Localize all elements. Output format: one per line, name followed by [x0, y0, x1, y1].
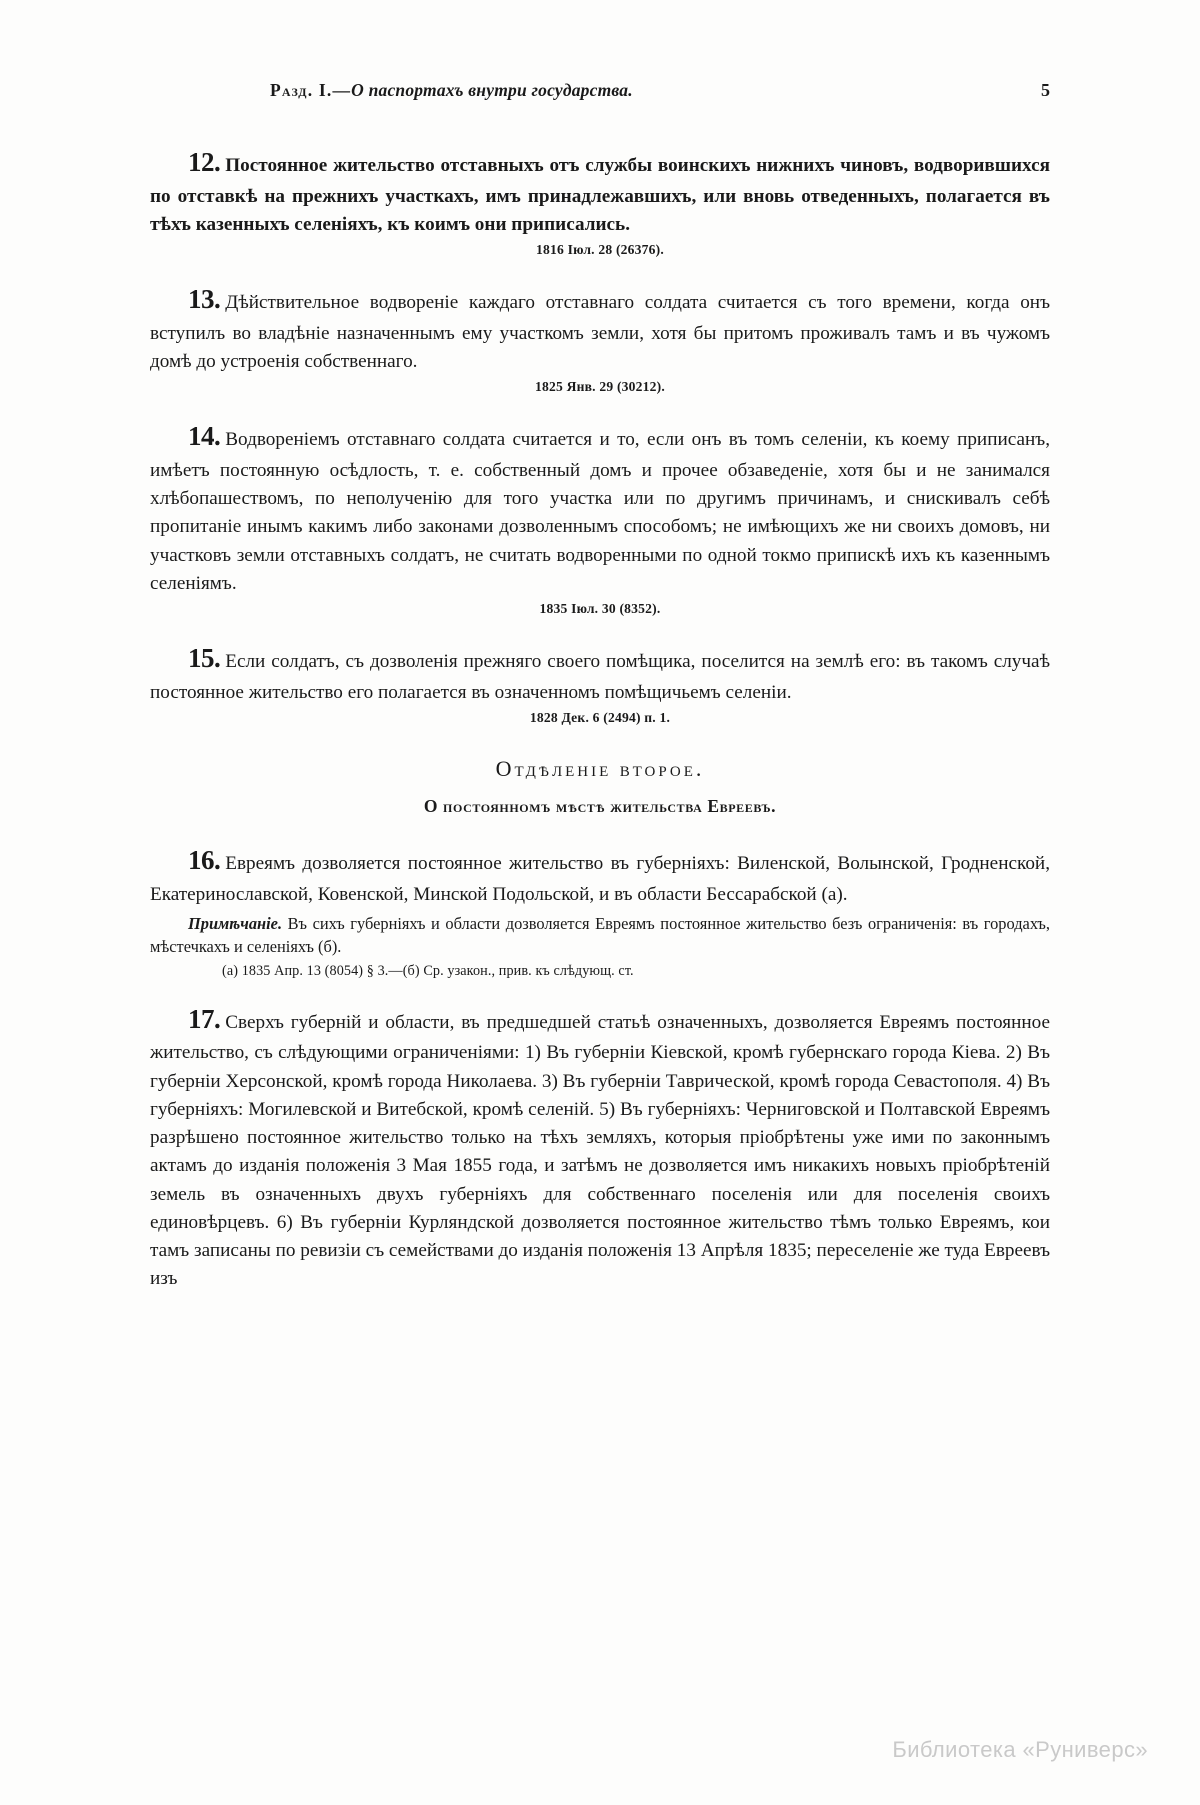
article-12-citation: 1816 Іюл. 28 (26376).	[536, 242, 664, 258]
article-16-footnote: (а) 1835 Апр. 13 (8054) § 3.—(б) Ср. узакон., прив. къ слѣдующ. ст.	[222, 962, 634, 979]
article-13	[150, 280, 1050, 395]
article-16-note-text: Въ сихъ губерніяхъ и области дозволяется Евреямъ постоянное жительство безъ ограниченія: въ городахъ, мѣстечкахъ и селеніяхъ (б).	[150, 913, 1050, 956]
article-14	[150, 417, 1050, 617]
article-13-number: 13.	[188, 284, 221, 315]
article-14-number: 14.	[188, 421, 221, 452]
article-13-body	[150, 280, 1050, 376]
page-header	[150, 80, 1050, 101]
running-head-section: Разд. I.—	[270, 80, 352, 100]
article-12-text: Постоянное жительство отставныхъ отъ службы воинскихъ нижнихъ чиновъ, водворившихся по отставкѣ на прежнихъ участкахъ, имъ принадлежавшихъ, или вновь отведенныхъ, полагается въ тѣхъ казенныхъ селеніяхъ, къ коимъ они приписались.	[150, 155, 1050, 235]
article-16-note-label: Примѣчаніе.	[188, 913, 283, 933]
article-16-number: 16.	[188, 844, 221, 875]
article-13-text: Дѣйствительное водвореніе каждаго отставнаго солдата считается съ того времени, когда онъ вступилъ во владѣніе назначеннымъ ему участкомъ земли, хотя бы притомъ проживалъ тамъ и въ чужомъ домѣ до устроенія собственнаго.	[150, 292, 1050, 373]
article-14-body	[150, 417, 1050, 598]
article-15-text: Если солдатъ, съ дозволенія прежняго своего помѣщика, поселится на землѣ его: въ такомъ случаѣ постоянное жительство его полагается въ означенномъ помѣщичьемъ селеніи.	[150, 651, 1050, 703]
article-17-number: 17.	[188, 1003, 221, 1034]
article-15	[150, 639, 1050, 726]
section-subheading: О постоянномъ мѣстѣ жительства Евреевъ.	[423, 795, 777, 816]
article-16-note	[150, 913, 1050, 959]
running-head-title: О паспортахъ внутри государства.	[351, 80, 633, 100]
article-12	[150, 143, 1050, 258]
page-number: 5	[1041, 80, 1050, 100]
article-13-citation: 1825 Янв. 29 (30212).	[534, 379, 665, 395]
article-17-text: Сверхъ губерній и области, въ предшедшей статьѣ означенныхъ, дозволяется Евреямъ постоянное жительство, съ слѣдующими ограниченіями: 1) Въ губерніи Кіевской, кромѣ губернскаго города Кіева. 2) Въ губерніи Херсонской, кромѣ города Николаева. 3) Въ губерніи Таврической, кромѣ города Севастополя. 4) Въ губерніяхъ: Могилевской и Витебской, кромѣ селеній. 5) Въ губерніяхъ: Черниговской и Полтавской Евреямъ разрѣшено постоянное жительство только на тѣхъ земляхъ, которыя пріобрѣтены уже ими по законнымъ актамъ до изданія положенія 3 Мая 1855 года, и затѣмъ не дозволяется имъ никакихъ новыхъ пріобрѣтеній земель въ означенныхъ двухъ губерніяхъ для собственнаго поселенія или для поселенія своихъ единовѣрцевъ. 6) Въ губерніи Курляндской дозволяется постоянное жительство тѣмъ только Евреямъ, кои тамъ записаны по ревизіи съ семействами до изданія положенія 13 Апрѣля 1835; переселеніе же туда Евреевъ изъ	[150, 1011, 1051, 1290]
article-15-body	[150, 639, 1050, 707]
article-17	[150, 1000, 1050, 1294]
page-content	[150, 80, 1050, 1299]
library-watermark: Библиотека «Руниверс»	[892, 1737, 1148, 1762]
article-17-body	[150, 1000, 1050, 1294]
article-15-citation: 1828 Дек. 6 (2494) п. 1.	[529, 709, 671, 725]
article-15-number: 15.	[188, 643, 221, 674]
article-16	[150, 841, 1050, 980]
article-14-text: Водвореніемъ отставнаго солдата считается и то, если онъ въ томъ селеніи, къ коему приписанъ, имѣетъ постоянную осѣдлость, т. е. собственный домъ и прочее обзаведеніе, хотя бы и не занимался хлѣбопашествомъ, по неполученію для того участка или по другимъ причинамъ, и снискивалъ себѣ пропитаніе инымъ какимъ либо законами дозволеннымъ способомъ; не имѣющихъ же ни своихъ домовъ, ни участковъ земли отставныхъ солдатъ, не считать водворенными по одной токмо припискѣ ихъ къ казеннымъ селеніямъ.	[150, 429, 1050, 594]
article-12-number: 12.	[188, 147, 221, 177]
article-16-text: Евреямъ дозволяется постоянное жительство въ губерніяхъ: Виленской, Волынской, Гродненской, Екатеринославской, Ковенской, Минской Подольской, и въ области Бессарабской (а).	[150, 852, 1050, 905]
running-head	[270, 80, 633, 101]
article-12-body	[150, 143, 1050, 239]
section-heading: Отдѣленіе второе.	[495, 755, 705, 781]
article-16-body	[150, 841, 1050, 909]
article-14-citation: 1835 Іюл. 30 (8352).	[539, 601, 661, 617]
